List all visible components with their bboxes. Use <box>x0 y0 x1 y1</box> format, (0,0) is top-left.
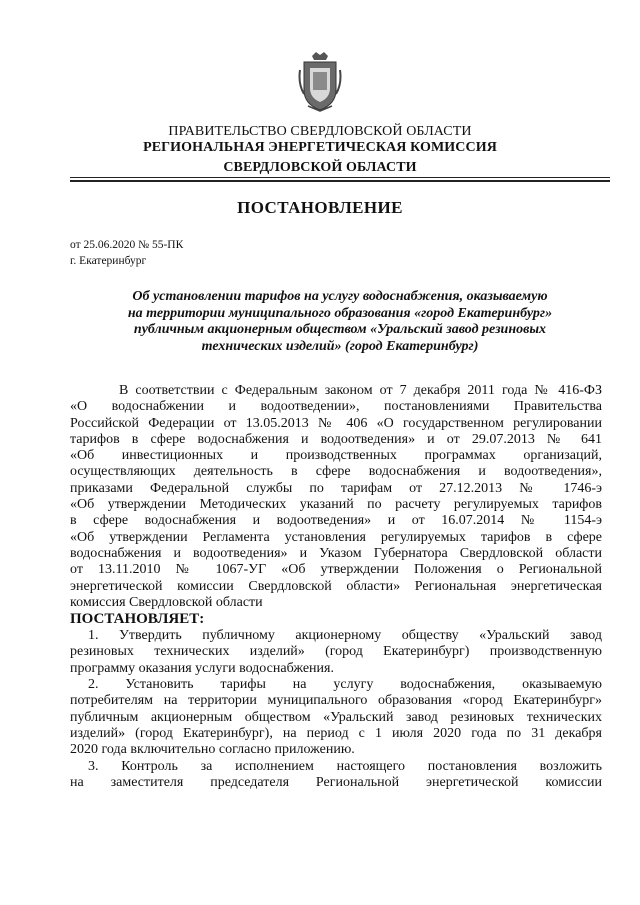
document-city: г. Екатеринбург <box>70 255 147 267</box>
commission-name: РЕГИОНАЛЬНАЯ ЭНЕРГЕТИЧЕСКАЯ КОМИССИЯ <box>143 140 497 155</box>
preamble-line: тарифов в сфере водоснабжения и водоотведения» и от 29.07.2013 № 641 <box>70 431 602 447</box>
government-name: ПРАВИТЕЛЬСТВО СВЕРДЛОВСКОЙ ОБЛАСТИ <box>168 124 472 139</box>
preamble-line: от 13.11.2010 № 1067-УГ «Об утверждении Положения о Региональной <box>70 562 602 578</box>
preamble-line: «О водоснабжении и водоотведении», постановлениями Правительства <box>70 399 602 415</box>
item1-line: программу оказания услуги водоснабжения. <box>70 660 334 676</box>
region-name: СВЕРДЛОВСКОЙ ОБЛАСТИ <box>223 160 417 175</box>
preamble-line: В соответствии с Федеральным законом от 7 декабря 2011 года № 416-ФЗ <box>119 383 602 398</box>
document-title: ПОСТАНОВЛЕНИЕ <box>237 198 403 217</box>
preamble-line: «Об утверждении Регламента установления регулируемых тарифов в сфере <box>70 529 602 545</box>
preamble-line: «Об утверждении Методических указаний по расчету регулируемых тарифов <box>70 497 602 513</box>
subject-line: технических изделий» (город Екатеринбург) <box>201 338 479 354</box>
preamble-line: осуществляющих деятельность в сфере водоснабжения и водоотведения», <box>70 464 602 480</box>
preamble-line: комиссия Свердловской области <box>70 594 263 610</box>
subject-line: публичным акционерным обществом «Уральский завод резиновых <box>133 322 547 337</box>
preamble-line: Российской Федерации от 13.05.2013 № 406 «О государственном регулировании <box>70 415 602 431</box>
subject-line: Об установлении тарифов на услугу водоснабжения, оказываемую <box>132 289 548 304</box>
item2-line: изделий» (город Екатеринбург), на период с 1 июля 2020 года по 31 декабря <box>70 725 602 741</box>
item3-line: 3. Контроль за исполнением настоящего постановления возложить <box>88 758 602 774</box>
item2-line: 2020 года включительно согласно приложению. <box>70 742 355 758</box>
item2-line: потребителям на территории муниципального образования «город Екатеринбург» <box>70 693 602 709</box>
item3-line: на заместителя председателя Региональной энергетической комиссии <box>70 774 602 790</box>
preamble-line: в сфере водоснабжения и водоотведения» и от 16.07.2014 № 1154-э <box>70 513 602 529</box>
preamble-line: «Об инвестиционных и производственных программах организаций, <box>70 448 602 464</box>
document-date-number: от 25.06.2020 № 55-ПК <box>70 239 184 251</box>
item1-line: резиновых технических изделий» (город Екатеринбург) производственную <box>70 644 602 660</box>
header-divider-thin <box>70 177 610 178</box>
coat-of-arms-emblem <box>298 50 342 112</box>
subject-line: на территории муниципального образования «город Екатеринбург» <box>127 305 553 321</box>
header-divider-thick <box>70 180 610 182</box>
preamble-line: приказами Федеральной службы по тарифам от 27.12.2013 № 1746-э <box>70 480 602 496</box>
item1-line: 1. Утвердить публичному акционерному обществу «Уральский завод <box>88 628 602 644</box>
document-body <box>70 383 602 791</box>
item2-line: 2. Установить тарифы на услугу водоснабжения, оказываемую <box>88 677 602 693</box>
decree-heading: ПОСТАНОВЛЯЕТ: <box>70 611 205 628</box>
preamble-line: водоснабжения и водоотведения» и Указом Губернатора Свердловской области <box>70 545 602 561</box>
preamble-line: энергетической комиссии Свердловской области» Региональная энергетическая <box>70 578 602 594</box>
item2-line: публичным акционерным обществом «Уральский завод резиновых технических <box>70 709 602 725</box>
document-subject <box>90 289 590 355</box>
